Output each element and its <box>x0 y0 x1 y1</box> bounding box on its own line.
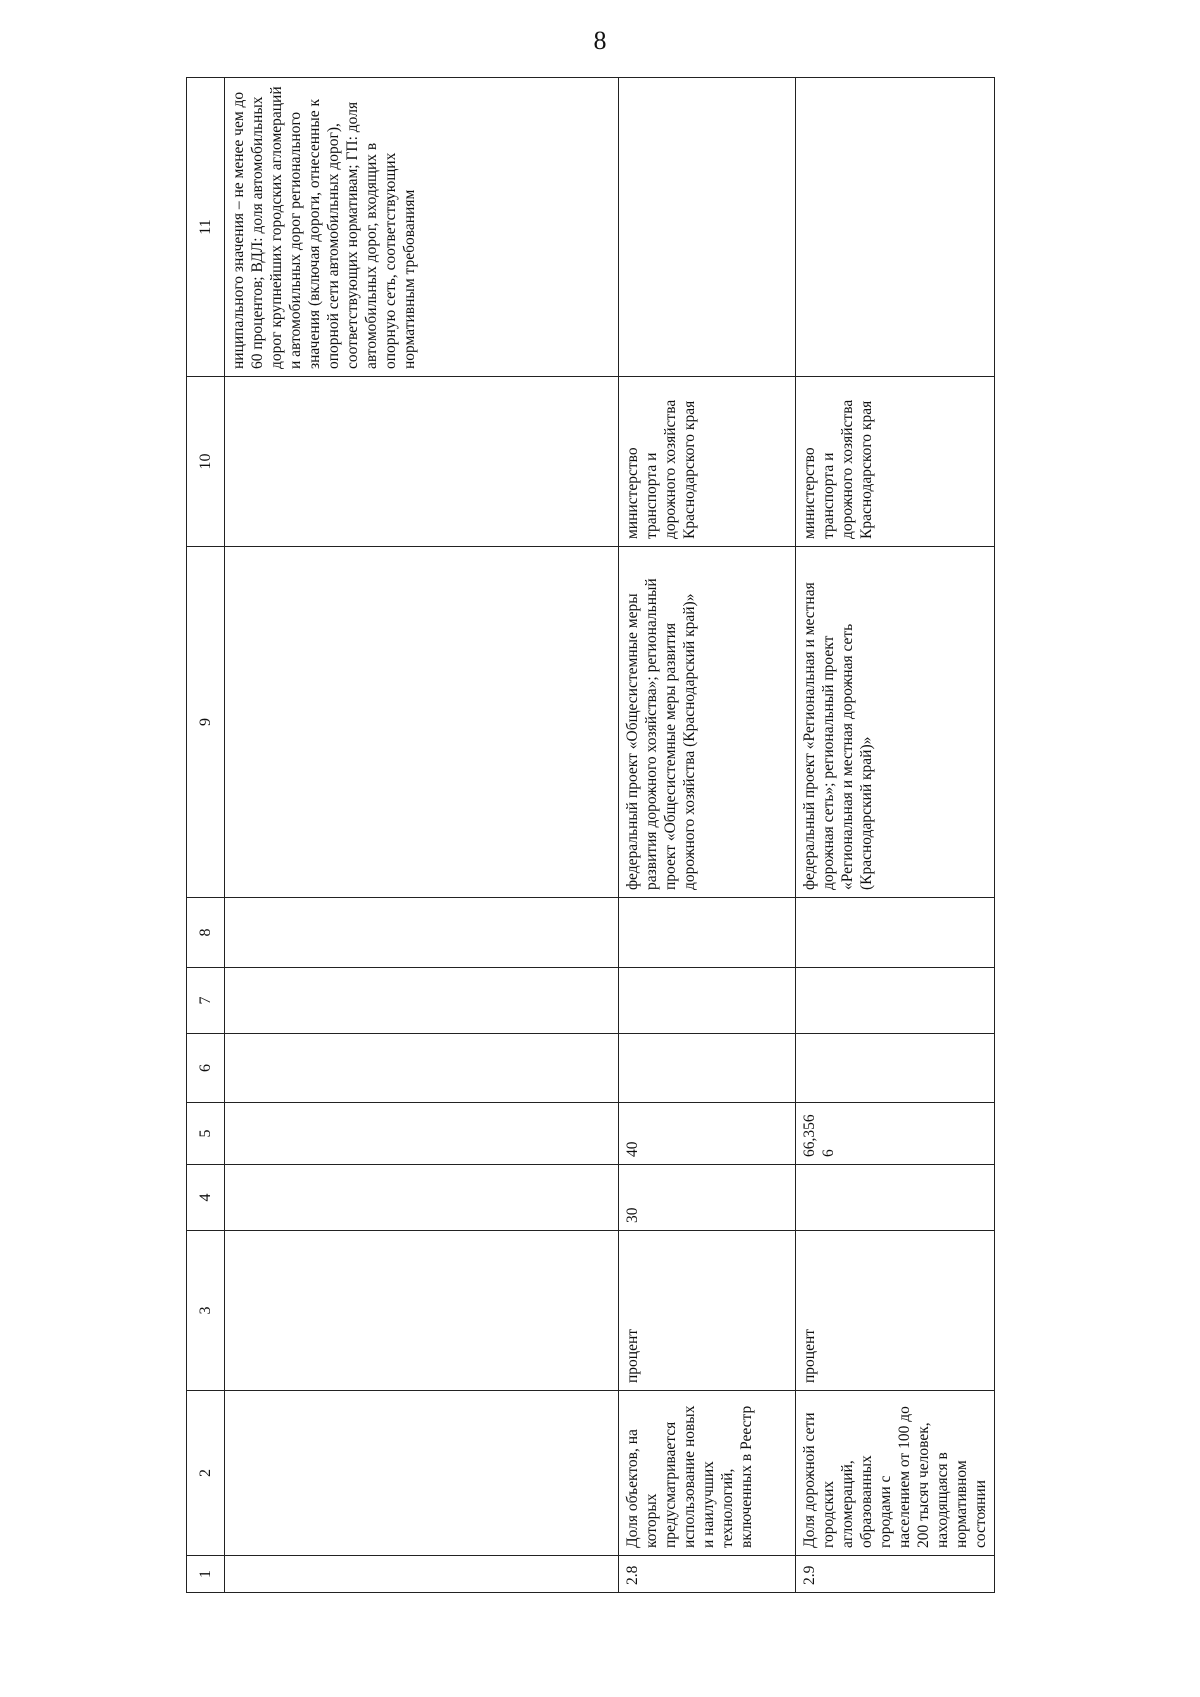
row-number-cell: 2.8 <box>618 1556 795 1593</box>
column-numbers-row <box>187 78 225 1593</box>
note-cell: ниципального значения – не менее чем до 60 процентов; ВДЛ: доля автомобильных дорог крупнейших городских агломераций и автомобильных дорог регионального значения (включая дороги, отнесенные к опорной сети автомобильных дорог), соответствующих нормативам; ГП: доля автомобильных дорог, входящих в опорную сеть, соответствующих нормативным требованиям <box>225 78 618 377</box>
row-number-cell: 2.9 <box>795 1556 994 1593</box>
indicator-cell: Доля дорожной сети городских агломераций, образованных городами с населением от 100 до 200 тысяч человек, находящаяся в нормативном состоянии <box>795 1391 994 1556</box>
column-number: 7 <box>187 968 225 1034</box>
unit-cell: процент <box>795 1231 994 1391</box>
table-row <box>795 78 994 1593</box>
column-number: 3 <box>187 1231 225 1391</box>
value-cell-5: 40 <box>618 1103 795 1165</box>
value-cell-6 <box>795 1034 994 1103</box>
project-cell: федеральный проект «Региональная и местная дорожная сеть»; региональный проект «Региональная и местная дорожная сеть (Краснодарский край)» <box>795 547 994 898</box>
note-cell <box>618 78 795 377</box>
table-row <box>225 78 618 1593</box>
project-cell: федеральный проект «Общесистемные меры развития дорожного хозяйства»; региональный проект «Общесистемные меры развития дорожного хозяйства (Краснодарский край)» <box>618 547 795 898</box>
column-number: 1 <box>187 1556 225 1593</box>
column-number: 2 <box>187 1391 225 1556</box>
value-cell-7 <box>795 968 994 1034</box>
unit-cell <box>225 1231 618 1391</box>
value-cell-4 <box>225 1165 618 1231</box>
responsible-cell: министерство транспорта и дорожного хозяйства Краснодарского края <box>795 377 994 547</box>
value-cell-8 <box>618 898 795 968</box>
indicator-cell <box>225 1391 618 1556</box>
project-cell <box>225 547 618 898</box>
rotated-table-frame <box>186 78 995 1593</box>
column-number: 11 <box>187 78 225 377</box>
responsible-cell: министерство транспорта и дорожного хозяйства Краснодарского края <box>618 377 795 547</box>
table-row <box>618 78 795 1593</box>
value-cell-6 <box>225 1034 618 1103</box>
indicators-table <box>186 77 995 1593</box>
column-number: 6 <box>187 1034 225 1103</box>
responsible-cell <box>225 377 618 547</box>
value-cell-5 <box>225 1103 618 1165</box>
column-number: 4 <box>187 1165 225 1231</box>
value-cell-8 <box>795 898 994 968</box>
unit-cell: процент <box>618 1231 795 1391</box>
column-number: 9 <box>187 547 225 898</box>
indicator-cell: Доля объектов, на которых предусматривается использование новых и наилучших технологий, включенных в Реестр <box>618 1391 795 1556</box>
column-number: 5 <box>187 1103 225 1165</box>
rotated-table-area <box>186 78 995 1593</box>
page-number: 8 <box>593 26 607 55</box>
value-cell-6 <box>618 1034 795 1103</box>
note-cell <box>795 78 994 377</box>
column-number: 8 <box>187 898 225 968</box>
row-number-cell <box>225 1556 618 1593</box>
value-cell-7 <box>225 968 618 1034</box>
value-cell-7 <box>618 968 795 1034</box>
value-cell-5: 66,3566 <box>795 1103 994 1165</box>
value-cell-4: 30 <box>618 1165 795 1231</box>
value-cell-4 <box>795 1165 994 1231</box>
column-number: 10 <box>187 377 225 547</box>
value-cell-8 <box>225 898 618 968</box>
